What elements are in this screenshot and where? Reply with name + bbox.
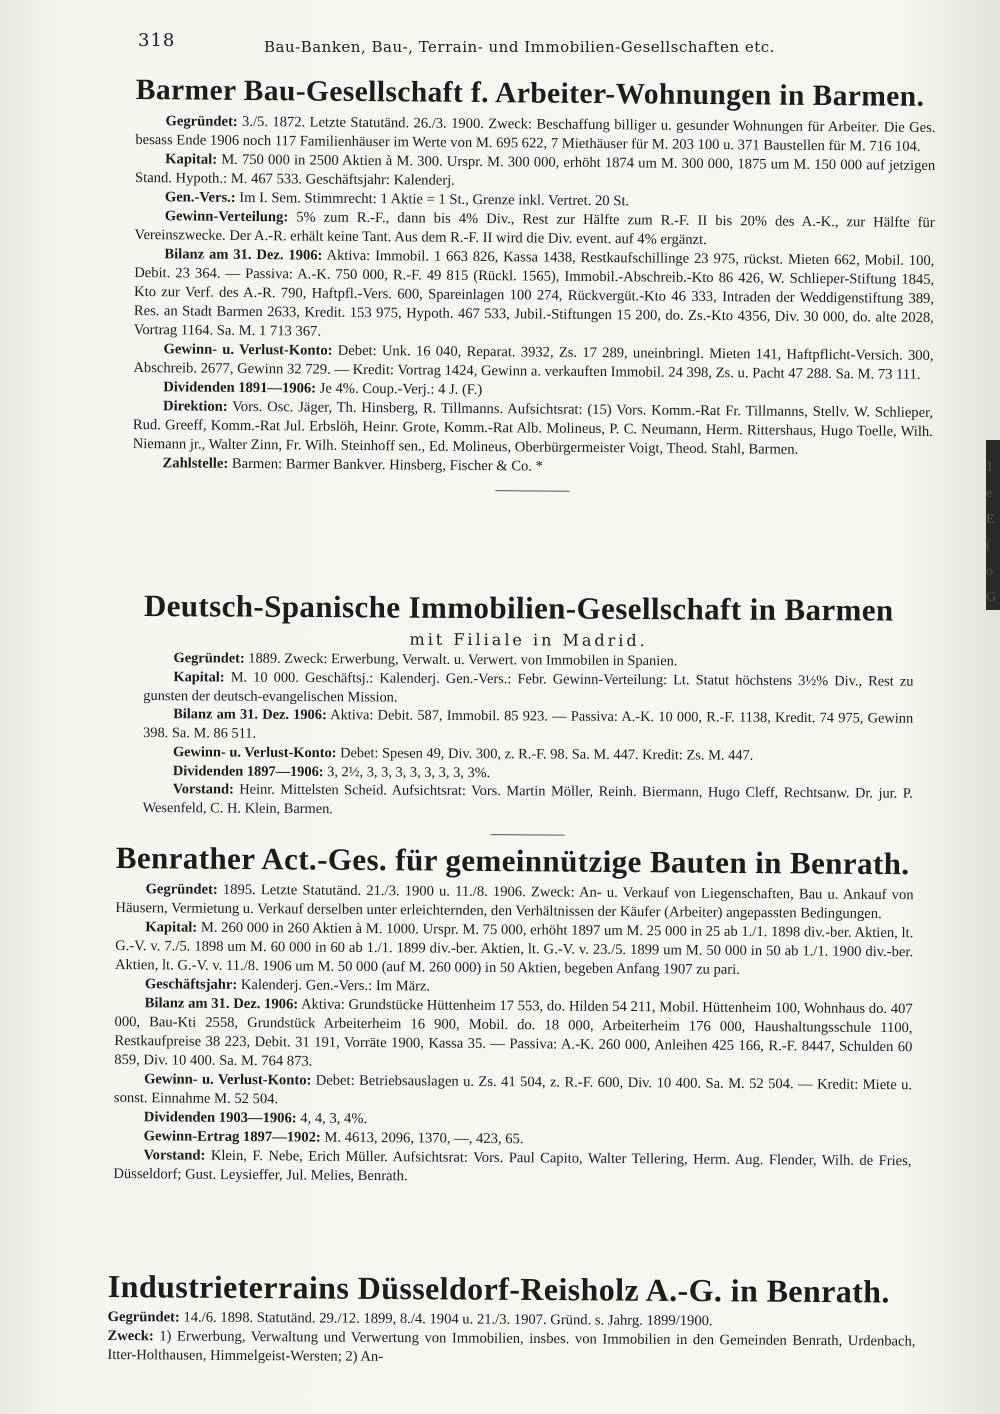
adjacent-page-margin [986, 455, 996, 611]
field-label: Gewinn- u. Verlust-Konto: [172, 743, 337, 761]
field-label: Gegründet: [107, 1308, 180, 1326]
entry-title: Industrieterrains Düsseldorf-Reisholz A.-G. in Benrath. [107, 1268, 890, 1310]
field-label: Dividenden 1903—1906: [143, 1109, 297, 1127]
field-label: Geschäftsjahr: [144, 976, 238, 993]
field-text: Debet: Betriebsauslagen u. Zs. 41 504, z. R.-F. 600, Div. 10 400. Sa. M. 52 504. — Kredit: Miete u. sonst. Einnahme M. 52 504. [113, 1072, 913, 1108]
field-label: Vorstand: [172, 781, 234, 798]
field-text: Aktiva: Debit. 587, Immobil. 85 923. — Passiva: A.-K. 10 000, R.-F. 1138, Kredit. 74 975, Gewinn 398. Sa. M. 86 511. [143, 707, 914, 742]
field-label: Bilanz am 31. Dez. 1906: [144, 995, 299, 1013]
field-label: Kapital: [173, 668, 225, 686]
entry-subtitle: mit Filiale in Madrid. [409, 629, 648, 651]
field-text: 5% zum R.-F., dann bis 4% Div., Rest zur Hälfte zum R.-F. II bis 20% des A.-K., zur Hälfte für Vereinszwecke. Der A.-R. erhält keine Tant. Aus dem R.-F. II wird die Div. event. auf 4% ergänzt. [134, 209, 935, 248]
entry-paragraph [114, 1070, 912, 1114]
field-text: 1895. Letzte Statutänd. 21./3. 1900 u. 11./8. 1906. Zweck: An- u. Verkauf von Liegenschaften, Bau u. Ankauf von Häusern, Vermietung u. Verkauf derselben unter erleichternden, den Verhältnissen der Käufer (Arbeiter) angepassten Bedingungen. [115, 881, 914, 923]
field-text: Heinr. Mittelsten Scheid. Aufsichtsrat: Vors. Martin Möller, Reinh. Biermann, Hugo Cleff, Rechtsanw. Dr. jur. P. Wesenfeld, C. H. Klein, Barmen. [142, 781, 913, 818]
entry-paragraph [107, 1327, 915, 1371]
field-label: Kapital: [145, 919, 198, 936]
field-label: Gewinn- u. Verlust-Konto: [163, 341, 333, 359]
entry-body [132, 112, 935, 480]
field-text: M. 750 000 in 2500 Aktien à M. 300. Urspr. M. 300 000, erhöht 1874 um M. 300 000, 1875 um M. 150 000 auf jetzigen Stand. Hypoth.: M. 467 533. Geschäftsjahr: Kalenderj. [134, 151, 936, 189]
field-label: Bilanz am 31. Dez. 1906: [173, 706, 327, 724]
company-entry [107, 1266, 916, 1371]
entry-paragraph [133, 397, 933, 461]
field-text: Aktiva: Grundstücke Hüttenheim 17 553, do. Hilden 54 211, Mobil. Hüttenheim 100, Wohnhaus do. 407 000, Bau-Kti 2558, Grundstück Arbeiterheim 16 900, Mobil. do. 18 000, Arbeiterheim 176 000, Haushaltungsschule 1100, Restkaufpreise 38 223, Debit. 31 191, Vorräte 1900, Kassa 35. — Passiva: A.-K. 260 000, Anleihen 425 166, R.-F. 8447, Schulden 60 859, Div. 10 400. Sa. M. 764 873. [114, 996, 913, 1070]
entry-paragraph [143, 705, 913, 747]
entry-body [113, 880, 913, 1190]
entry-title: Deutsch-Spanische Immobilien-Gesellschaft in Barmen [143, 587, 894, 628]
field-label: Direktion: [162, 398, 228, 415]
field-label: Kapital: [165, 151, 218, 168]
entry-title: Benrather Act.-Ges. für gemeinnützige Bauten in Benrath. [115, 839, 910, 882]
entry-paragraph [143, 668, 913, 710]
entry-paragraph [115, 880, 913, 924]
field-label: Gen.-Vers.: [164, 189, 236, 206]
running-head-title: Bau-Banken, Bau-, Terrain- und Immobilien-Gesellschaften etc. [264, 38, 775, 56]
entry-body [143, 649, 914, 822]
field-text: Debet: Unk. 16 040, Reparat. 3932, Zs. 17 289, uneinbringl. Mieten 141, Haftpflicht-Versich. 300, Abschreib. 2677, Gewinn 32 729. — Kredit: Vortrag 1424, Gewinn a. verkauften Immobil. 24 398, Zs. u. Pacht 47 288. Sa. M. 73 111. [133, 342, 934, 383]
field-label: Dividenden 1891—1906: [163, 379, 317, 397]
field-label: Gewinn-Ertrag 1897—1902: [143, 1128, 321, 1146]
field-label: Bilanz am 31. Dez. 1906: [164, 246, 323, 264]
entry-body [107, 1308, 915, 1371]
field-label: Gegründet: [173, 650, 245, 667]
field-label: Dividenden 1897—1906: [172, 762, 324, 780]
field-label: Gewinn-Verteilung: [164, 208, 289, 226]
margin-glyph: G [986, 590, 997, 605]
field-label: Gegründet: [145, 881, 218, 898]
field-label: Gegründet: [165, 113, 238, 130]
field-text: Debet: Spesen 49, Div. 300, z. R.-F. 98. Sa. M. 447. Kredit: Zs. M. 447. [336, 744, 754, 764]
entry-paragraph [114, 994, 913, 1076]
field-text: M. 4613, 2096, 1370, —, 423, 65. [320, 1129, 524, 1148]
entry-paragraph [115, 918, 913, 981]
entry-paragraph [113, 1146, 911, 1190]
field-text: Klein, F. Nebe, Erich Müller. Aufsichtsrat: Vors. Paul Capito, Walter Tellering, Herm. Aug. Flender, Wilh. de Fries, Düsseldorf; Gust. Leysieffer, Jul. Melies, Benrath. [113, 1147, 912, 1185]
page-number: 318 [138, 30, 176, 51]
field-text: 3, 2½, 3, 3, 3, 3, 3, 3, 3, 3%. [323, 763, 491, 781]
field-label: Gewinn- u. Verlust-Konto: [144, 1071, 312, 1089]
field-text: 1889. Zweck: Erwerbung, Verwalt. u. Verwert. von Immobilen in Spanien. [244, 650, 678, 670]
margin-glyph: 1 [986, 460, 993, 475]
field-text: 4, 4, 3, 4%. [296, 1110, 368, 1127]
field-text: M. 10 000. Geschäftsj.: Kalenderj. Gen.-Vers.: Febr. Gewinn-Verteilung: Lt. Statut höchstens 3½% Div., Rest zu gunsten der deutsch-evangelischen Mission. [143, 669, 914, 706]
company-entry [142, 586, 913, 837]
entry-title: Barmer Bau-Gesellschaft f. Arbeiter-Wohnungen in Barmen. [135, 73, 925, 113]
company-entry [113, 838, 914, 1190]
field-text: Im I. Sem. Stimmrecht: 1 Aktie = 1 St., Grenze inkl. Vertret. 20 St. [235, 189, 630, 210]
field-text: Je 4%. Coup.-Verj.: 4 J. (F.) [316, 380, 483, 399]
field-label: Vorstand: [143, 1147, 206, 1164]
field-text: Barmen: Barmer Bankver. Hinsberg, Fischer & Co. * [228, 455, 543, 475]
company-entry [132, 70, 936, 495]
field-text: 1) Erwerbung, Verwaltung und Verwertung von Immobilien, insbes. von Immobilien in den Gemeinden Benrath, Urdenbach, Itter-Holthausen, Himmelgeist-Wersten; 2) An- [107, 1328, 916, 1365]
field-text: M. 260 000 in 260 Aktien à M. 1000. Urspr. M. 75 000, erhöht 1897 um M. 25 000 in 25 ab 1./1. 1898 div.-ber. Aktien, lt. G.-V. v. 7./5. 1898 um M. 60 000 in 60 ab 1./1. 1899 div.-ber. Aktien, lt. G.-V. v. 23./5. 1899 um M. 50 000 in 50 ab 1./1. 1900 div.-ber. Aktien, lt. G.-V. v. 11./8. 1906 um M. 50 000 (auf M. 260 000) in 50 Aktien, begeben Anfang 1907 zu pari. [114, 919, 914, 978]
field-text: Aktiva: Immobil. 1 663 826, Kassa 1438, Restkaufschillinge 23 975, rückst. Mieten 662, Mobil. 100, Debit. 23 364. — Passiva: A.-K. 750 000, R.-F. 49 815 (Rückl. 1565), Immobil.-Abschreib.-Kto 86 426, W. Schlieper-Stiftung 1845, Kto zur Verf. des A.-R. 790, Haftpfl.-Vers. 600, Spareinlagen 100 274, Rückvergüt.-Kto 46 333, Intraden der Weddigenstiftung 389, Res. an Stadt Barmen 2633, Kredit. 153 975, Hypoth. 467 533, Jubil.-Stiftungen 15 200, do. Zs.-Kto 4356, Div. 30 000, do. alte 2028, Vortrag 1164. Sa. M. 1 713 367. [133, 247, 935, 340]
field-label: Zahlstelle: [162, 455, 229, 472]
field-text: 3./5. 1872. Letzte Statutänd. 26./3. 1900. Zweck: Beschaffung billiger u. gesunder Wohnungen für Arbeiter. Die Ges. besass Ende 1906 noch 117 Familienhäuser im Werte von M. 695 622, 7 Miethäuser für M. 203 100 u. 371 Baustellen für M. 716 104. [135, 113, 936, 155]
field-text: Vors. Osc. Jäger, Th. Hinsberg, R. Tillmanns. Aufsichtsrat: (15) Vors. Komm.-Rat Fr. Tillmanns, Stellv. W. Schlieper, Rud. Greeff, Komm.-Rat Jul. Erbslöh, Heinr. Grote, Komm.-Rat Alb. Molineus, P. C. Neumann, Herm. Rittershaus, Hugo Toelle, Wilh. Niemann jr., Walter Zinn, Fr. Wilh. Steinhoff sen., Ed. Molineus, Oberbürgermeister Voigt, Theod. Stahl, Barmen. [132, 398, 934, 458]
field-text: 14./6. 1898. Statutänd. 29./12. 1899, 8./4. 1904 u. 21./3. 1907. Gründ. s. Jahrg. 1899/1900. [179, 1309, 713, 1330]
entry-separator [495, 490, 569, 492]
entry-paragraph [134, 245, 935, 347]
field-text: Kalenderj. Gen.-Vers.: Im März. [237, 976, 431, 995]
margin-glyph: E [986, 512, 995, 527]
margin-glyph: o [986, 564, 993, 579]
margin-glyph: ( [986, 538, 991, 553]
running-head [138, 30, 918, 60]
field-label: Zweck: [107, 1327, 154, 1345]
entry-paragraph [143, 780, 913, 822]
margin-glyph: e [986, 486, 993, 501]
entry-separator [490, 834, 564, 835]
